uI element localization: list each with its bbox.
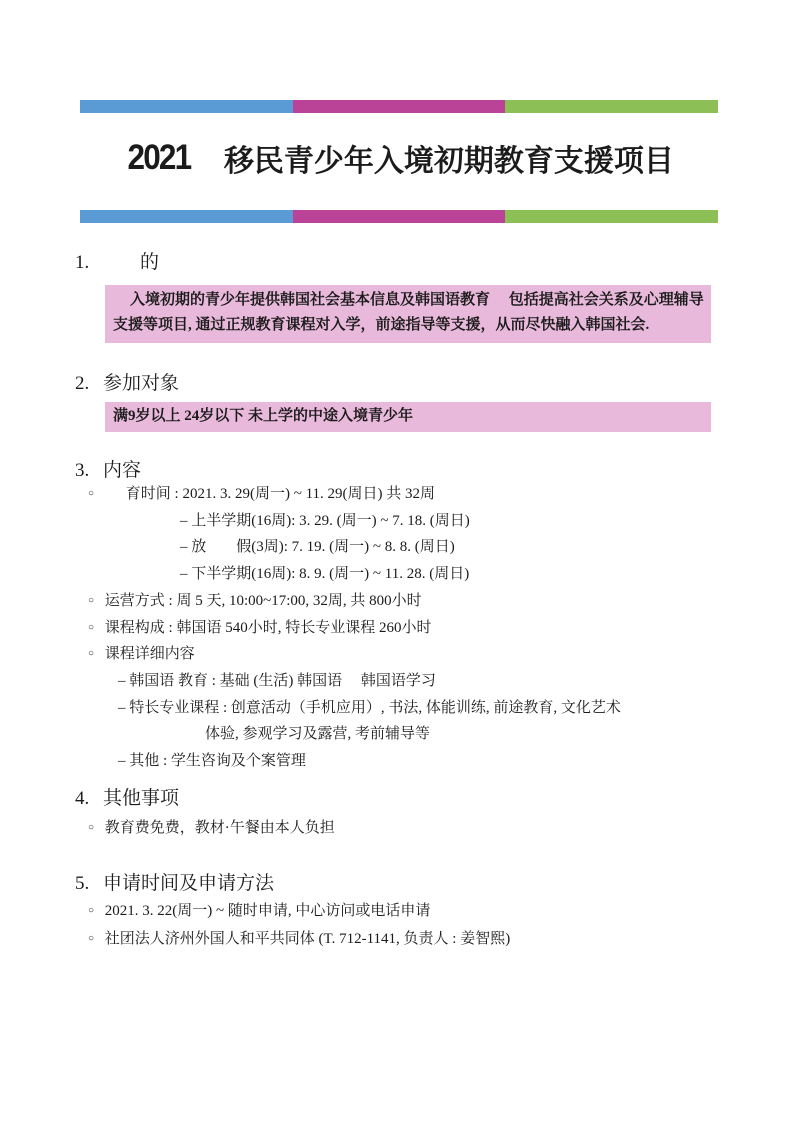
list-item — [0, 814, 793, 842]
section-3-title: 内容 — [103, 460, 142, 481]
section-2-heading — [0, 368, 179, 395]
section-3-heading — [0, 455, 141, 482]
list-item-text: 教育费免费，教材·午餐由本人负担 — [104, 820, 335, 836]
section-2-highlight-box — [105, 402, 711, 432]
list-subitem: – 放 假(3周): 7. 19. (周一) ~ 8. 8. (周日) — [180, 539, 455, 556]
title-year: 2021 — [127, 138, 191, 177]
document-title — [80, 136, 718, 180]
list-subitem: – 上半学期(16周): 3. 29. (周一) ~ 7. 18. (周日) — [180, 512, 470, 529]
divider-segment-blue — [80, 100, 293, 113]
highlight-text-line: 入境初期的青少年提供韩国社会基本信息及韩国语教育 包括提高社会关系及心理辅导 — [130, 292, 704, 308]
list-item — [0, 481, 793, 508]
list-item — [0, 588, 793, 615]
list-item-text: 社团法人济州外国人和平共同体 (T. 712-1141, 负责人 : 姜智熙) — [104, 931, 511, 947]
section-5-heading — [0, 868, 274, 895]
list-item — [0, 641, 793, 668]
list-subitem-continuation: 体验, 参观学习及露营, 考前辅导等 — [205, 726, 431, 743]
top-divider-bar — [80, 100, 718, 113]
section-4-content — [0, 814, 793, 842]
section-5-content — [0, 897, 793, 953]
divider-segment-magenta — [293, 100, 506, 113]
circle-bullet-icon: ○ — [88, 488, 95, 499]
circle-bullet-icon: ○ — [88, 621, 95, 633]
circle-bullet-icon: ○ — [88, 905, 95, 916]
list-item-text: 2021. 3. 22(周一) ~ 随时申请, 中心访问或电话申请 — [104, 903, 431, 919]
section-1-heading — [0, 247, 159, 274]
section-3-number: 3. — [75, 460, 90, 481]
section-2-title: 参加对象 — [103, 373, 180, 394]
section-5-title: 申请时间及申请方法 — [103, 873, 275, 894]
circle-bullet-icon: ○ — [88, 648, 95, 660]
section-1-title: 的 — [140, 252, 160, 273]
divider-segment-magenta — [293, 210, 506, 223]
section-1-highlight-box — [105, 285, 711, 343]
section-4-title: 其他事项 — [103, 788, 180, 809]
list-subitem: – 特长专业课程 : 创意活动（手机应用）, 书法, 体能训练, 前途教育, 文化艺术 — [118, 699, 621, 716]
circle-bullet-icon: ○ — [88, 822, 95, 833]
section-1-number: 1. — [75, 252, 90, 273]
list-subitem: – 下半学期(16周): 8. 9. (周一) ~ 11. 28. (周日) — [180, 566, 470, 583]
section-5-number: 5. — [75, 873, 90, 894]
list-item-text: 育时间 : 2021. 3. 29(周一) ~ 11. 29(周日) 共 32周 — [125, 486, 436, 502]
circle-bullet-icon: ○ — [88, 594, 95, 606]
title-text: 移民青少年入境初期教育支援项目 — [223, 145, 674, 178]
bottom-divider-bar — [80, 210, 718, 223]
section-4-number: 4. — [75, 788, 90, 809]
divider-segment-green — [505, 100, 718, 113]
circle-bullet-icon: ○ — [88, 933, 95, 944]
list-subitem: – 其他 : 学生咨询及个案管理 — [118, 753, 306, 770]
highlight-text-line: 满9岁以上 24岁以下 未上学的中途入境青少年 — [113, 408, 414, 424]
list-item-text: 课程详细内容 — [104, 646, 195, 663]
section-4-heading — [0, 783, 179, 810]
list-item — [0, 615, 793, 642]
section-3-content — [0, 481, 793, 775]
list-item-text: 运营方式 : 周 5 天, 10:00~17:00, 32周, 共 800小时 — [104, 592, 422, 609]
list-item-text: 课程构成 : 韩国语 540小时, 特长专业课程 260小时 — [104, 619, 432, 636]
list-item — [0, 897, 793, 925]
highlight-text-line: 支援等项目, 通过正规教育课程对入学，前途指导等支援，从而尽快融入韩国社会. — [113, 317, 650, 333]
divider-segment-blue — [80, 210, 293, 223]
divider-segment-green — [505, 210, 718, 223]
list-subitem: – 韩国语 教育 : 基础 (生活) 韩国语 韩国语学习 — [118, 672, 436, 689]
list-item — [0, 925, 793, 953]
section-2-number: 2. — [75, 373, 90, 394]
